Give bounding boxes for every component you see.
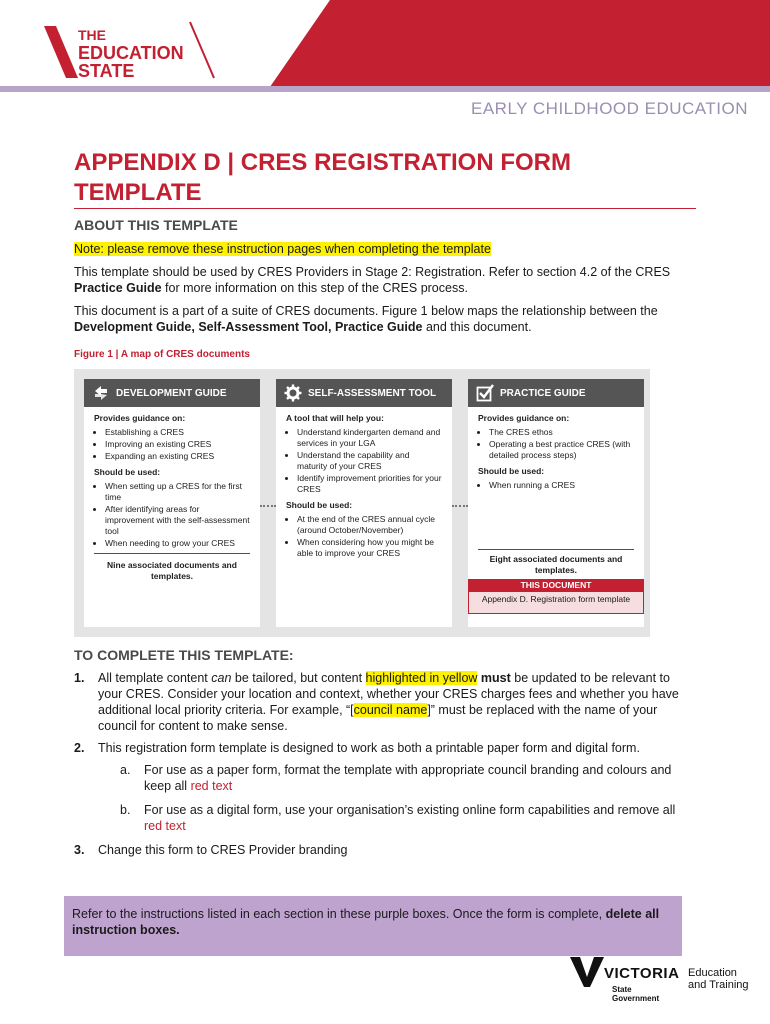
checkbox-icon <box>476 384 494 402</box>
about-paragraph-1: This template should be used by CRES Providers in Stage 2: Registration. Refer to section 4.2 of the CRES Practice Guide for more information on this step of the CRES process. <box>74 265 671 295</box>
development-guide-card <box>84 379 260 627</box>
connector-dots <box>452 505 468 507</box>
instruction-item: 2. This registration form template is designed to work as both a printable paper form and digital form. <box>74 741 640 755</box>
practice-guide-title: PRACTICE GUIDE <box>500 387 586 399</box>
title-divider <box>74 208 696 209</box>
logo-the: THE <box>78 27 106 43</box>
instruction-box <box>64 896 682 956</box>
development-guide-title: DEVELOPMENT GUIDE <box>116 387 227 399</box>
list-item: • Understand kindergarten demand and services in your LGA <box>297 427 442 449</box>
about-paragraph-2: This document is a part of a suite of CRES documents. Figure 1 below maps the relationship between the Development Guide, Self-Assessment Tool, Practice Guide and this document. <box>74 304 658 334</box>
development-guide-header <box>84 379 260 407</box>
self-assessment-tool-card <box>276 379 452 627</box>
connector-dots <box>260 505 276 507</box>
victoria-wordmark: VICTORIA <box>604 965 680 982</box>
list-item: • When setting up a CRES for the first time <box>105 481 250 503</box>
list-item: • When needing to grow your CRES <box>105 538 250 549</box>
self-assessment-title: SELF-ASSESSMENT TOOL <box>308 387 437 399</box>
victoria-v-icon <box>570 957 604 987</box>
complete-heading: TO COMPLETE THIS TEMPLATE: <box>74 647 294 663</box>
card-label: Provides guidance on: <box>94 413 186 423</box>
refresh-arrows-icon <box>92 384 110 402</box>
card-label: Should be used: <box>286 500 353 510</box>
list-item: • Improving an existing CRES <box>105 439 250 450</box>
instruction-item: 1. All template content can be tailored, but content highlighted in yellow must be updated to be relevant to your CRES. Consider your location and context, whether your CRES charges fees and whether you have additional local priority criteria. For example, “[council name]” must be replaced with the name of your council for content to make sense. <box>74 671 679 733</box>
list-item: • Operating a best practice CRES (with detailed process steps) <box>489 439 634 461</box>
about-heading: ABOUT THIS TEMPLATE <box>74 217 238 233</box>
victoria-government-logo <box>570 955 770 1015</box>
practice-guide-header <box>468 379 644 407</box>
header-subtitle: EARLY CHILDHOOD EDUCATION <box>471 99 748 118</box>
logo <box>78 26 184 80</box>
about-section <box>74 241 694 335</box>
gear-icon <box>284 384 302 402</box>
list-item: • Understand the capability and maturity of your CRES <box>297 450 442 472</box>
state-government-label: State Government <box>612 985 660 1003</box>
associated-documents-note: Eight associated documents and templates. <box>489 554 623 575</box>
associated-documents-note: Nine associated documents and templates. <box>107 560 237 581</box>
list-item: • Identify improvement priorities for your CRES <box>297 473 442 495</box>
logo-education: EDUCATION <box>78 43 184 63</box>
logo-state: STATE <box>78 61 135 81</box>
education-training-label: Education and Training <box>688 967 749 991</box>
cres-documents-map <box>74 369 650 637</box>
removal-note: Note: please remove these instruction pages when completing the template <box>74 242 491 256</box>
list-item: • The CRES ethos <box>489 427 634 438</box>
instructions-list <box>74 670 684 864</box>
logo-slash-icon <box>188 20 218 80</box>
instruction-item: 3. Change this form to CRES Provider branding <box>74 843 348 857</box>
list-item: • Expanding an existing CRES <box>105 451 250 462</box>
card-label: A tool that will help you: <box>286 413 384 423</box>
instruction-subitem: a. For use as a paper form, format the template with appropriate council branding and colours and keep all red text <box>120 763 672 793</box>
card-label: Provides guidance on: <box>478 413 570 423</box>
instruction-subitem: b. For use as a digital form, use your organisation’s existing online form capabilities and remove all red text <box>120 803 676 833</box>
header-accent-line <box>0 86 770 92</box>
list-item: • After identifying areas for improvement with the self-assessment tool <box>105 504 250 537</box>
self-assessment-header <box>276 379 452 407</box>
card-label: Should be used: <box>94 467 161 477</box>
list-item: • At the end of the CRES annual cycle (around October/November) <box>297 514 442 536</box>
figure-caption: Figure 1 | A map of CRES documents <box>74 349 250 360</box>
page-title: APPENDIX D | CRES REGISTRATION FORM TEMPLATE <box>74 149 571 206</box>
this-document-box: Appendix D. Registration form template <box>468 591 644 614</box>
list-item: • When considering how you might be able to improve your CRES <box>297 537 442 559</box>
card-label: Should be used: <box>478 466 545 476</box>
list-item: • When running a CRES <box>489 480 634 491</box>
instruction-box-text: Refer to the instructions listed in each section in these purple boxes. Once the form is complete, delete all instruction boxes. <box>72 907 660 937</box>
list-item: • Establishing a CRES <box>105 427 250 438</box>
practice-guide-card <box>468 379 644 627</box>
this-document-label: THIS DOCUMENT <box>468 579 644 591</box>
